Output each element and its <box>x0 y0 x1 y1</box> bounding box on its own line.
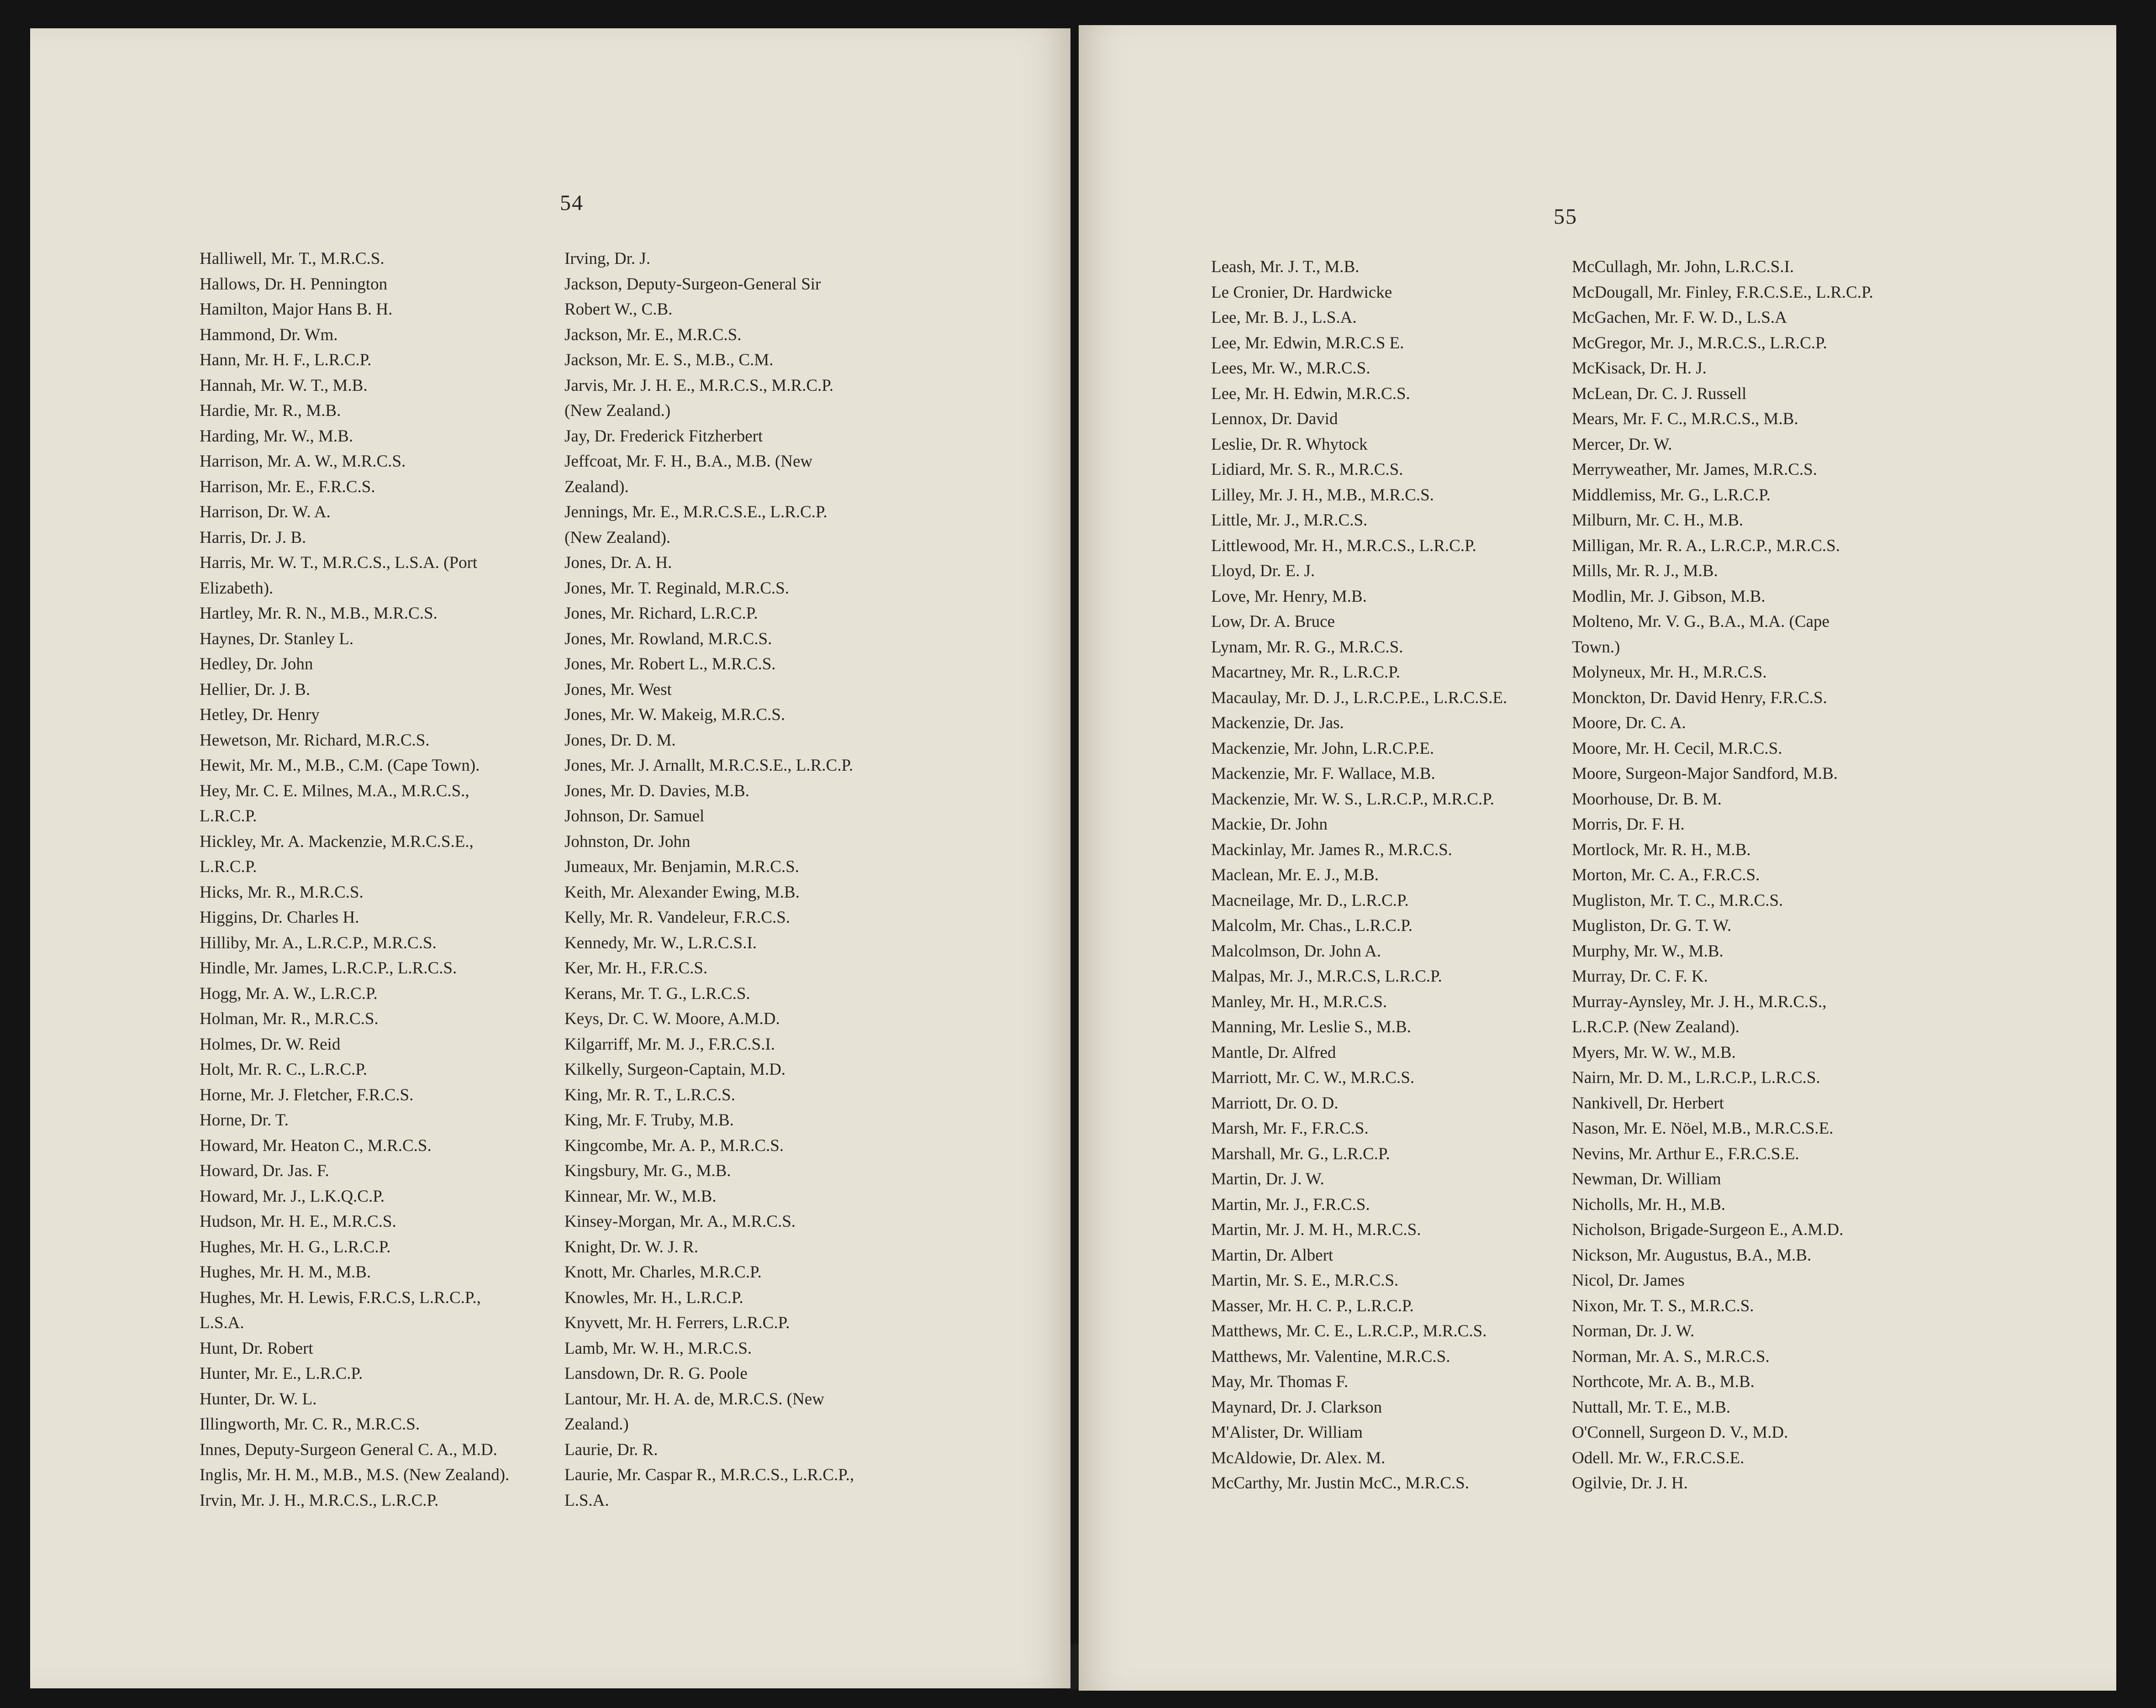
directory-entry: Marsh, Mr. F., F.R.C.S. <box>1211 1119 1369 1138</box>
directory-entry: Lamb, Mr. W. H., M.R.C.S. <box>564 1339 752 1358</box>
directory-entry: Jones, Mr. Robert L., M.R.C.S. <box>564 655 776 673</box>
directory-entry: L.S.A. <box>200 1314 244 1332</box>
directory-entry: Mears, Mr. F. C., M.R.C.S., M.B. <box>1572 410 1798 428</box>
directory-entry: Mackenzie, Mr. W. S., L.R.C.P., M.R.C.P. <box>1211 789 1494 809</box>
directory-entry: King, Mr. R. T., L.R.C.S. <box>564 1085 735 1104</box>
directory-entry: Lidiard, Mr. S. R., M.R.C.S. <box>1211 460 1403 479</box>
directory-entry: O'Connell, Surgeon D. V., M.D. <box>1572 1423 1788 1442</box>
directory-entry: Macneilage, Mr. D., L.R.C.P. <box>1211 891 1409 910</box>
directory-entry: Zealand). <box>564 477 629 496</box>
directory-entry: Mackenzie, Dr. Jas. <box>1211 714 1344 732</box>
directory-entry: Murray, Dr. C. F. K. <box>1572 967 1708 986</box>
directory-entry: Milburn, Mr. C. H., M.B. <box>1572 511 1744 530</box>
directory-entry: Zealand.) <box>564 1415 629 1434</box>
directory-entry: Kilkelly, Surgeon-Captain, M.D. <box>564 1060 786 1079</box>
directory-entry: Merryweather, Mr. James, M.R.C.S. <box>1572 460 1818 479</box>
directory-entry: Leslie, Dr. R. Whytock <box>1211 435 1368 454</box>
directory-entry: Lees, Mr. W., M.R.C.S. <box>1211 359 1371 378</box>
directory-entry: Hardie, Mr. R., M.B. <box>200 401 341 420</box>
directory-entry: Hartley, Mr. R. N., M.B., M.R.C.S. <box>200 604 438 623</box>
directory-entry: Lloyd, Dr. E. J. <box>1211 562 1315 580</box>
directory-entry: McKisack, Dr. H. J. <box>1572 359 1707 378</box>
directory-entry: Hunter, Dr. W. L. <box>200 1389 317 1408</box>
directory-entry: Lee, Mr. Edwin, M.R.C.S E. <box>1211 333 1404 352</box>
directory-entry: McCullagh, Mr. John, L.R.C.S.I. <box>1572 258 1794 276</box>
directory-entry: May, Mr. Thomas F. <box>1211 1372 1349 1391</box>
directory-entry: McGregor, Mr. J., M.R.C.S., L.R.C.P. <box>1572 333 1827 352</box>
directory-entry: Horne, Mr. J. Fletcher, F.R.C.S. <box>200 1085 414 1104</box>
directory-entry: Murray-Aynsley, Mr. J. H., M.R.C.S., <box>1572 992 1827 1011</box>
directory-entry: Nicholson, Brigade-Surgeon E., A.M.D. <box>1572 1220 1844 1239</box>
directory-entry: Marshall, Mr. G., L.R.C.P. <box>1211 1144 1390 1163</box>
directory-entry: Lee, Mr. B. J., L.S.A. <box>1211 308 1357 327</box>
directory-entry: Marriott, Dr. O. D. <box>1211 1093 1339 1113</box>
directory-entry: Macartney, Mr. R., L.R.C.P. <box>1211 663 1400 682</box>
directory-entry: Manning, Mr. Leslie S., M.B. <box>1211 1018 1411 1036</box>
directory-entry: Irvin, Mr. J. H., M.R.C.S., L.R.C.P. <box>200 1491 439 1510</box>
directory-entry: Nason, Mr. E. Nöel, M.B., M.R.C.S.E. <box>1572 1119 1834 1138</box>
directory-entry: Middlemiss, Mr. G., L.R.C.P. <box>1572 485 1771 505</box>
directory-entry: Hunter, Mr. E., L.R.C.P. <box>200 1364 363 1383</box>
directory-entry: Jumeaux, Mr. Benjamin, M.R.C.S. <box>564 857 799 876</box>
directory-entry: Lennox, Dr. David <box>1211 410 1338 428</box>
directory-entry: Hughes, Mr. H. Lewis, F.R.C.S, L.R.C.P., <box>200 1288 481 1307</box>
directory-entry: Jennings, Mr. E., M.R.C.S.E., L.R.C.P. <box>564 503 828 521</box>
directory-entry: Love, Mr. Henry, M.B. <box>1211 587 1367 606</box>
directory-entry: Hughes, Mr. H. G., L.R.C.P. <box>200 1237 391 1256</box>
directory-entry: Irving, Dr. J. <box>564 249 651 268</box>
directory-entry: Howard, Dr. Jas. F. <box>200 1161 329 1180</box>
directory-entry: Milligan, Mr. R. A., L.R.C.P., M.R.C.S. <box>1572 536 1840 555</box>
directory-entry: Robert W., C.B. <box>564 300 673 319</box>
directory-entry: Mackinlay, Mr. James R., M.R.C.S. <box>1211 840 1452 859</box>
directory-entry: Harris, Dr. J. B. <box>200 528 306 547</box>
directory-entry: Mills, Mr. R. J., M.B. <box>1572 562 1718 580</box>
directory-entry: Knyvett, Mr. H. Ferrers, L.R.C.P. <box>564 1314 790 1332</box>
directory-entry: Martin, Mr. J. M. H., M.R.C.S. <box>1211 1220 1421 1239</box>
directory-entry: Kennedy, Mr. W., L.R.C.S.I. <box>564 933 757 952</box>
directory-entry: Hamilton, Major Hans B. H. <box>200 300 393 319</box>
directory-entry: Kilgarriff, Mr. M. J., F.R.C.S.I. <box>564 1035 775 1054</box>
directory-entry: McDougall, Mr. Finley, F.R.C.S.E., L.R.C.P. <box>1572 283 1873 302</box>
directory-entry: Kerans, Mr. T. G., L.R.C.S. <box>564 984 750 1003</box>
directory-entry: Knott, Mr. Charles, M.R.C.P. <box>564 1263 762 1282</box>
directory-entry: Inglis, Mr. H. M., M.B., M.S. (New Zealand). <box>200 1466 510 1484</box>
directory-entry: Molyneux, Mr. H., M.R.C.S. <box>1572 663 1767 682</box>
directory-entry: Jackson, Mr. E. S., M.B., C.M. <box>564 351 774 369</box>
directory-entry: M'Alister, Dr. William <box>1211 1423 1363 1442</box>
directory-entry: Mortlock, Mr. R. H., M.B. <box>1572 840 1751 859</box>
directory-entry: Northcote, Mr. A. B., M.B. <box>1572 1372 1755 1391</box>
entry-column <box>1211 254 1590 1496</box>
directory-entry: Mackie, Dr. John <box>1211 815 1328 834</box>
directory-entry: Jones, Mr. D. Davies, M.B. <box>564 781 749 800</box>
directory-entry: Nicol, Dr. James <box>1572 1271 1685 1290</box>
directory-entry: Murphy, Mr. W., M.B. <box>1572 941 1724 961</box>
directory-entry: Lilley, Mr. J. H., M.B., M.R.C.S. <box>1211 485 1434 505</box>
directory-entry: Morton, Mr. C. A., F.R.C.S. <box>1572 866 1760 884</box>
directory-entry: Hannah, Mr. W. T., M.B. <box>200 376 368 395</box>
directory-entry: Hunt, Dr. Robert <box>200 1339 313 1358</box>
directory-entry: Jay, Dr. Frederick Fitzherbert <box>564 426 763 446</box>
directory-entry: Hudson, Mr. H. E., M.R.C.S. <box>200 1212 396 1231</box>
directory-entry: Jones, Mr. J. Arnallt, M.R.C.S.E., L.R.C.P. <box>564 756 854 775</box>
directory-entry: Mugliston, Dr. G. T. W. <box>1572 916 1732 935</box>
directory-entry: Hellier, Dr. J. B. <box>200 680 311 699</box>
directory-entry: Norman, Mr. A. S., M.R.C.S. <box>1572 1347 1770 1366</box>
directory-entry: Laurie, Mr. Caspar R., M.R.C.S., L.R.C.P., <box>564 1466 854 1484</box>
entry-column <box>564 246 1003 1513</box>
directory-entry: Hedley, Dr. John <box>200 655 313 673</box>
directory-entry: Nicholls, Mr. H., M.B. <box>1572 1195 1726 1214</box>
directory-entry: Matthews, Mr. Valentine, M.R.C.S. <box>1211 1347 1450 1366</box>
directory-entry: Knight, Dr. W. J. R. <box>564 1237 698 1256</box>
directory-entry: Odell. Mr. W., F.R.C.S.E. <box>1572 1448 1745 1467</box>
directory-entry: Holman, Mr. R., M.R.C.S. <box>200 1009 379 1028</box>
directory-entry: L.R.C.P. <box>200 857 257 876</box>
directory-entry: Lantour, Mr. H. A. de, M.R.C.S. (New <box>564 1389 824 1408</box>
directory-entry: Howard, Mr. J., L.K.Q.C.P. <box>200 1187 385 1206</box>
directory-entry: Knowles, Mr. H., L.R.C.P. <box>564 1288 743 1307</box>
directory-entry: Martin, Mr. S. E., M.R.C.S. <box>1211 1271 1399 1290</box>
directory-entry: McAldowie, Dr. Alex. M. <box>1211 1448 1386 1467</box>
entry-column <box>200 246 583 1513</box>
directory-entry: Little, Mr. J., M.R.C.S. <box>1211 511 1368 530</box>
directory-entry: Jones, Dr. D. M. <box>564 730 676 750</box>
directory-entry: Jarvis, Mr. J. H. E., M.R.C.S., M.R.C.P. <box>564 376 834 395</box>
directory-entry: Newman, Dr. William <box>1572 1170 1721 1188</box>
directory-entry: Harding, Mr. W., M.B. <box>200 426 353 446</box>
directory-entry: Lee, Mr. H. Edwin, M.R.C.S. <box>1211 384 1410 403</box>
directory-entry: Jones, Mr. West <box>564 680 672 699</box>
directory-entry: (New Zealand). <box>564 528 671 547</box>
directory-entry: Molteno, Mr. V. G., B.A., M.A. (Cape <box>1572 612 1829 631</box>
directory-entry: L.S.A. <box>564 1491 609 1510</box>
directory-entry: Hilliby, Mr. A., L.R.C.P., M.R.C.S. <box>200 933 437 952</box>
directory-entry: Halliwell, Mr. T., M.R.C.S. <box>200 249 385 268</box>
directory-entry: Kelly, Mr. R. Vandeleur, F.R.C.S. <box>564 908 791 927</box>
entry-column <box>1572 254 1974 1496</box>
directory-entry: Moore, Mr. H. Cecil, M.R.C.S. <box>1572 739 1782 758</box>
directory-entry: Johnston, Dr. John <box>564 832 691 851</box>
directory-entry: Maynard, Dr. J. Clarkson <box>1211 1398 1382 1417</box>
directory-entry: Horne, Dr. T. <box>200 1111 289 1130</box>
directory-entry: Macaulay, Mr. D. J., L.R.C.P.E., L.R.C.S.E. <box>1211 688 1508 707</box>
page-number: 55 <box>1554 205 1577 229</box>
directory-entry: Jones, Mr. Rowland, M.R.C.S. <box>564 629 772 648</box>
directory-entry: Mantle, Dr. Alfred <box>1211 1043 1336 1062</box>
directory-entry: (New Zealand.) <box>564 401 671 420</box>
directory-entry: Jackson, Deputy-Surgeon-General Sir <box>564 274 821 294</box>
directory-entry: McLean, Dr. C. J. Russell <box>1572 384 1747 403</box>
directory-entry: Harrison, Mr. E., F.R.C.S. <box>200 477 375 496</box>
directory-entry: Nuttall, Mr. T. E., M.B. <box>1572 1398 1731 1417</box>
directory-entry: Town.) <box>1572 637 1620 657</box>
directory-entry: Kingcombe, Mr. A. P., M.R.C.S. <box>564 1136 784 1155</box>
directory-entry: Innes, Deputy-Surgeon General C. A., M.D. <box>200 1440 497 1459</box>
directory-entry: Mackenzie, Mr. John, L.R.C.P.E. <box>1211 739 1434 758</box>
directory-entry: Hammond, Dr. Wm. <box>200 325 338 344</box>
directory-entry: Malpas, Mr. J., M.R.C.S, L.R.C.P. <box>1211 967 1442 986</box>
directory-entry: Masser, Mr. H. C. P., L.R.C.P. <box>1211 1296 1414 1315</box>
directory-entry: Malcolm, Mr. Chas., L.R.C.P. <box>1211 916 1413 935</box>
page-number: 54 <box>560 191 584 215</box>
directory-entry: Hicks, Mr. R., M.R.C.S. <box>200 883 364 902</box>
directory-entry: Ogilvie, Dr. J. H. <box>1572 1474 1688 1493</box>
directory-entry: Myers, Mr. W. W., M.B. <box>1572 1043 1736 1062</box>
directory-entry: Nankivell, Dr. Herbert <box>1572 1093 1724 1113</box>
directory-entry: Hindle, Mr. James, L.R.C.P., L.R.C.S. <box>200 959 457 978</box>
directory-entry: Nairn, Mr. D. M., L.R.C.P., L.R.C.S. <box>1572 1068 1820 1087</box>
directory-entry: Littlewood, Mr. H., M.R.C.S., L.R.C.P. <box>1211 536 1476 555</box>
left-page <box>30 28 1070 1688</box>
directory-entry: Leash, Mr. J. T., M.B. <box>1211 258 1360 276</box>
directory-entry: Matthews, Mr. C. E., L.R.C.P., M.R.C.S. <box>1211 1322 1487 1340</box>
directory-entry: Haynes, Dr. Stanley L. <box>200 629 354 648</box>
directory-entry: Higgins, Dr. Charles H. <box>200 908 359 927</box>
directory-entry: Hann, Mr. H. F., L.R.C.P. <box>200 351 372 369</box>
directory-entry: Laurie, Dr. R. <box>564 1440 658 1459</box>
right-page <box>1079 25 2116 1691</box>
directory-entry: L.R.C.P. <box>200 807 257 825</box>
directory-entry: L.R.C.P. (New Zealand). <box>1572 1018 1740 1036</box>
directory-entry: Elizabeth). <box>200 578 274 598</box>
directory-entry: Nixon, Mr. T. S., M.R.C.S. <box>1572 1296 1754 1315</box>
directory-entry: Jeffcoat, Mr. F. H., B.A., M.B. (New <box>564 452 813 471</box>
directory-entry: Martin, Dr. J. W. <box>1211 1170 1324 1188</box>
directory-entry: Jones, Mr. Richard, L.R.C.P. <box>564 604 758 623</box>
directory-entry: Le Cronier, Dr. Hardwicke <box>1211 283 1392 302</box>
directory-entry: Hey, Mr. C. E. Milnes, M.A., M.R.C.S., <box>200 781 469 800</box>
directory-entry: Harris, Mr. W. T., M.R.C.S., L.S.A. (Port <box>200 553 478 572</box>
directory-entry: McCarthy, Mr. Justin McC., M.R.C.S. <box>1211 1474 1469 1493</box>
directory-entry: Jones, Mr. W. Makeig, M.R.C.S. <box>564 705 785 724</box>
directory-entry: Low, Dr. A. Bruce <box>1211 612 1335 631</box>
directory-entry: Illingworth, Mr. C. R., M.R.C.S. <box>200 1415 420 1434</box>
directory-entry: Maclean, Mr. E. J., M.B. <box>1211 866 1379 884</box>
directory-entry: Kinnear, Mr. W., M.B. <box>564 1187 717 1206</box>
directory-entry: Mackenzie, Mr. F. Wallace, M.B. <box>1211 764 1435 783</box>
directory-entry: Ker, Mr. H., F.R.C.S. <box>564 959 708 978</box>
directory-entry: Modlin, Mr. J. Gibson, M.B. <box>1572 587 1766 606</box>
directory-entry: Mugliston, Mr. T. C., M.R.C.S. <box>1572 891 1783 910</box>
directory-entry: Lansdown, Dr. R. G. Poole <box>564 1364 748 1383</box>
directory-entry: Moorhouse, Dr. B. M. <box>1572 789 1722 809</box>
directory-entry: Hughes, Mr. H. M., M.B. <box>200 1263 371 1282</box>
directory-entry: Jones, Dr. A. H. <box>564 553 672 572</box>
directory-entry: Jones, Mr. T. Reginald, M.R.C.S. <box>564 578 790 598</box>
directory-entry: Mercer, Dr. W. <box>1572 435 1672 454</box>
directory-entry: Martin, Dr. Albert <box>1211 1246 1334 1265</box>
directory-entry: Morris, Dr. F. H. <box>1572 815 1685 834</box>
directory-entry: Moore, Surgeon-Major Sandford, M.B. <box>1572 764 1838 783</box>
directory-entry: Hogg, Mr. A. W., L.R.C.P. <box>200 984 378 1003</box>
directory-entry: Jackson, Mr. E., M.R.C.S. <box>564 325 742 344</box>
directory-entry: Moore, Dr. C. A. <box>1572 714 1686 732</box>
directory-entry: Howard, Mr. Heaton C., M.R.C.S. <box>200 1136 432 1155</box>
directory-entry: Hewetson, Mr. Richard, M.R.C.S. <box>200 730 430 750</box>
directory-entry: Keith, Mr. Alexander Ewing, M.B. <box>564 883 800 902</box>
directory-entry: Harrison, Dr. W. A. <box>200 503 331 521</box>
directory-entry: Kinsey-Morgan, Mr. A., M.R.C.S. <box>564 1212 796 1231</box>
directory-entry: Marriott, Mr. C. W., M.R.C.S. <box>1211 1068 1415 1087</box>
directory-entry: Keys, Dr. C. W. Moore, A.M.D. <box>564 1009 780 1028</box>
directory-entry: Harrison, Mr. A. W., M.R.C.S. <box>200 452 406 471</box>
directory-entry: Nickson, Mr. Augustus, B.A., M.B. <box>1572 1246 1812 1265</box>
directory-entry: Lynam, Mr. R. G., M.R.C.S. <box>1211 637 1403 657</box>
directory-entry: McGachen, Mr. F. W. D., L.S.A <box>1572 308 1787 327</box>
directory-entry: King, Mr. F. Truby, M.B. <box>564 1111 734 1130</box>
directory-entry: Johnson, Dr. Samuel <box>564 807 705 825</box>
directory-entry: Nevins, Mr. Arthur E., F.R.C.S.E. <box>1572 1144 1799 1163</box>
directory-entry: Hickley, Mr. A. Mackenzie, M.R.C.S.E., <box>200 832 474 851</box>
directory-entry: Holt, Mr. R. C., L.R.C.P. <box>200 1060 368 1079</box>
directory-entry: Hewit, Mr. M., M.B., C.M. (Cape Town). <box>200 756 480 775</box>
directory-entry: Norman, Dr. J. W. <box>1572 1322 1695 1340</box>
directory-entry: Holmes, Dr. W. Reid <box>200 1035 341 1054</box>
directory-entry: Hallows, Dr. H. Pennington <box>200 274 388 294</box>
directory-entry: Hetley, Dr. Henry <box>200 705 320 724</box>
directory-entry: Manley, Mr. H., M.R.C.S. <box>1211 992 1387 1011</box>
directory-entry: Martin, Mr. J., F.R.C.S. <box>1211 1195 1370 1214</box>
directory-entry: Monckton, Dr. David Henry, F.R.C.S. <box>1572 688 1827 707</box>
directory-entry: Kingsbury, Mr. G., M.B. <box>564 1161 731 1180</box>
directory-entry: Malcolmson, Dr. John A. <box>1211 941 1381 961</box>
